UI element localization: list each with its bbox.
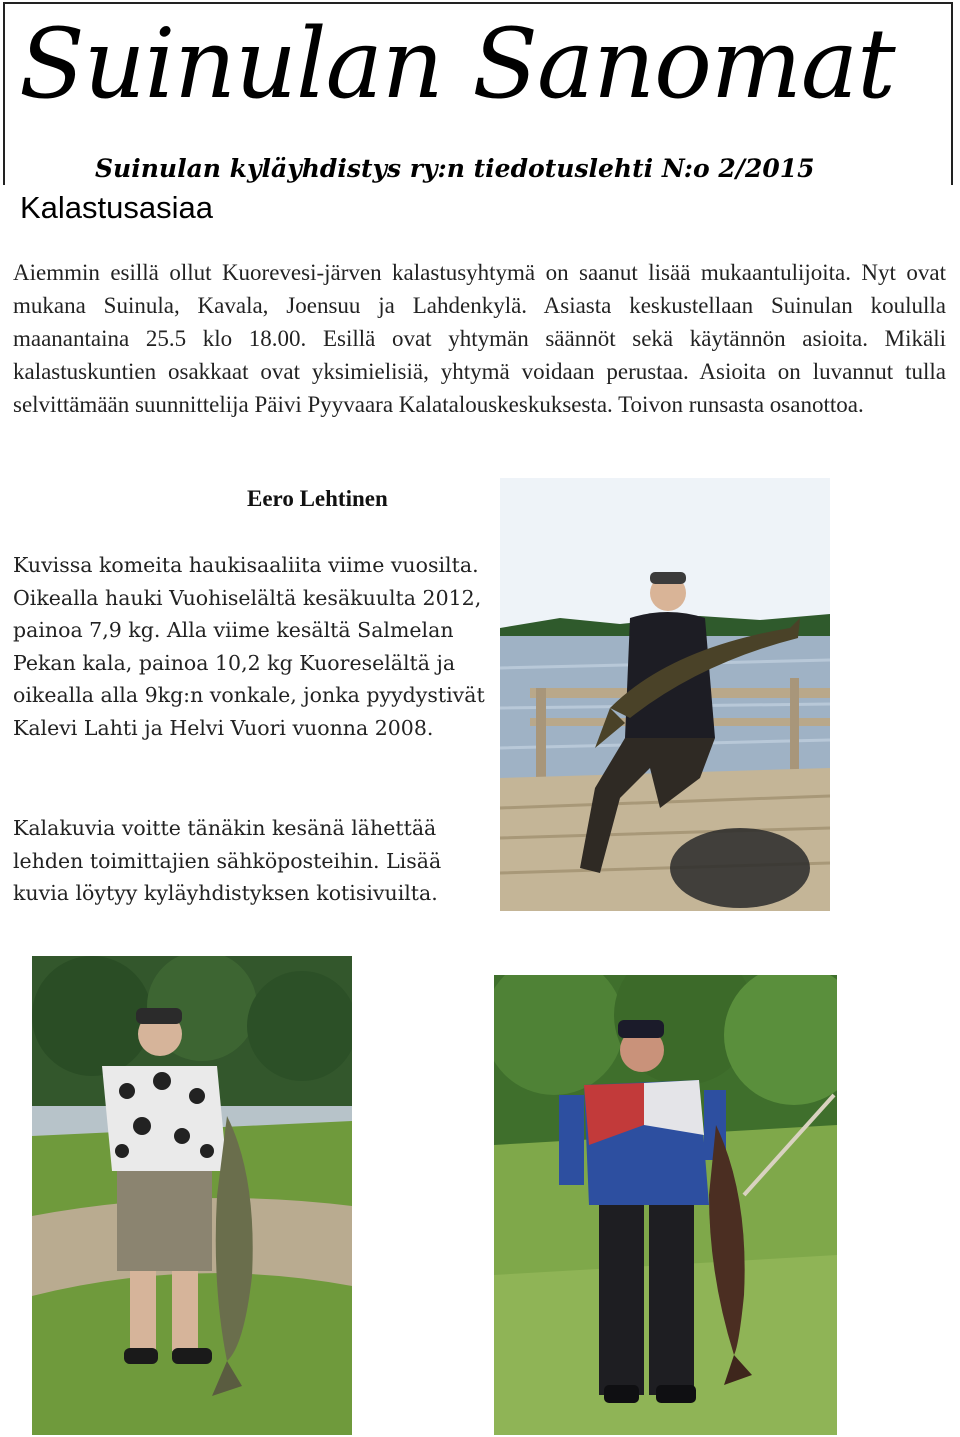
article-author: Eero Lehtinen	[247, 486, 388, 511]
newsletter-title: Suinulan Sanomat	[19, 8, 895, 120]
photo-caption: Kuvissa komeita haukisaaliita viime vuosilta. Oikealla hauki Vuohiselältä kesäkuulta 2012, painoa 7,9 kg. Alla viime kesältä Salmelan Pekan kala, painoa 10,2 kg Kuoreselältä ja oikealla alla 9kg:n vonkale, jonka pyydystivät Kalevi Lahti ja Helvi Vuori vuonna 2008.	[13, 553, 485, 740]
photo-submission-note: Kalakuvia voitte tänäkin kesänä lähettää lehden toimittajien sähköposteihin. Lisää kuvia löytyy kyläyhdistyksen kotisivuilta.	[13, 816, 442, 905]
article-intro: Aiemmin esillä ollut Kuorevesi-järven kalastusyhtymä on saanut lisää mukaantulijoita. Nyt ovat mukana Suinula, Kavala, Joensuu ja Lahdenkylä. Asiasta keskustellaan Suinulan koululla maanantaina 25.5 klo 18.00. Esillä ovat yhtymän säännöt sekä käytännön asioita. Mikäli kalastuskuntien osakkaat ovat yksimielisiä, yhtymä voidaan perustaa. Asioita on luvannut tulla selvittämään suunnittelija Päivi Pyyvaara Kalatalouskeskuksesta. Toivon runsasta osanottoa.	[13, 260, 946, 417]
photo-pike-on-dock	[500, 478, 830, 911]
photo-pike-camo-shirt	[32, 956, 352, 1435]
newsletter-subtitle: Suinulan kyläyhdistys ry:n tiedotuslehti N:o 2/2015	[95, 154, 815, 183]
section-heading: Kalastusasiaa	[20, 190, 214, 225]
masthead	[3, 2, 953, 185]
photo-pike-track-suit	[494, 975, 837, 1435]
